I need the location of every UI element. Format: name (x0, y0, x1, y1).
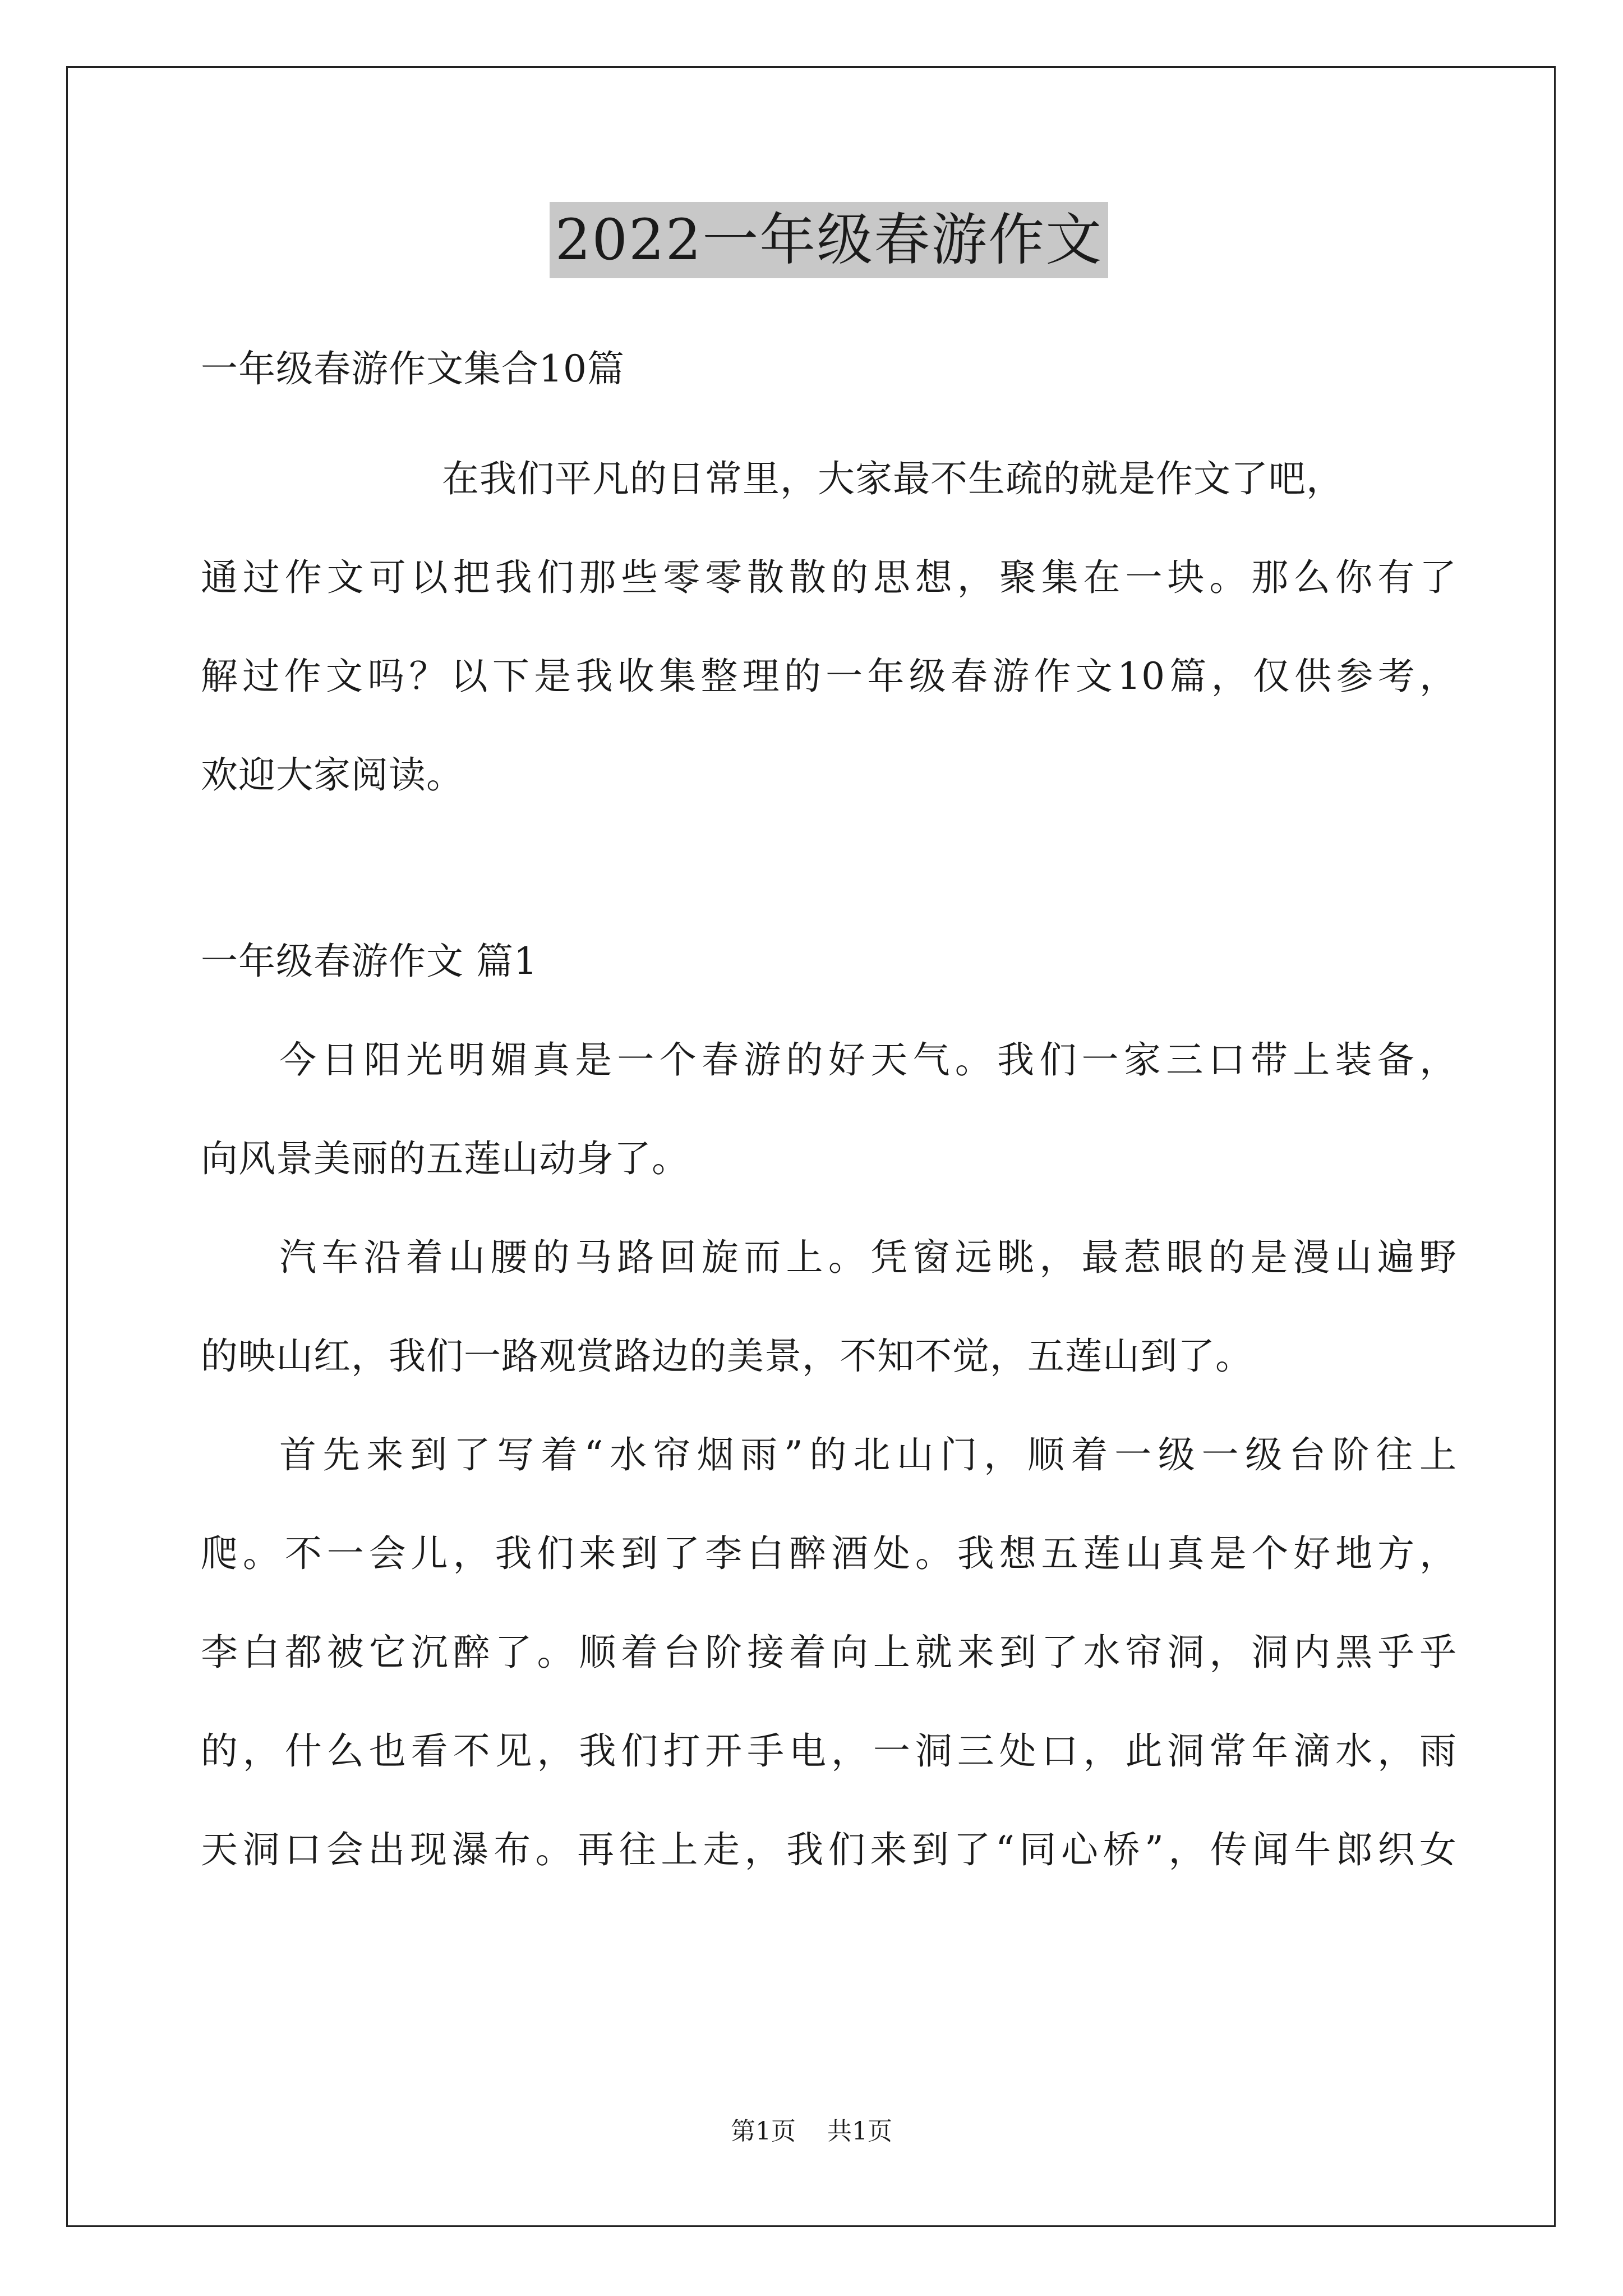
intro-paragraph (201, 430, 1457, 825)
paragraph-line: 今日阳光明媚真是一个春游的好天气。我们一家三口带上装备， (279, 1038, 1457, 1082)
page-number: 第1页 (731, 2117, 796, 2146)
paragraph-1 (201, 1011, 1457, 1208)
paragraph-line: 爬。不一会儿，我们来到了李白醉酒处。我想五莲山真是个好地方， (201, 1532, 1457, 1575)
page-footer (0, 2115, 1623, 2148)
paragraph-2 (201, 1208, 1457, 1406)
total-pages: 共1页 (827, 2117, 892, 2146)
paragraph-line: 向风景美丽的五莲山动身了。 (201, 1137, 689, 1180)
paragraph-line: 的映山红，我们一路观赏路边的美景，不知不觉，五莲山到了。 (201, 1335, 1253, 1378)
collection-subtitle: 一年级春游作文集合10篇 (201, 347, 625, 390)
document-body (201, 202, 1457, 1899)
section-heading: 一年级春游作文 篇1 (201, 940, 538, 983)
paragraph-line: 汽车沿着山腰的马路回旋而上。凭窗远眺，最惹眼的是漫山遍野 (279, 1236, 1457, 1279)
intro-line: 欢迎大家阅读。 (201, 753, 464, 797)
paragraph-line: 李白都被它沉醉了。顺着台阶接着向上就来到了水帘洞，洞内黑乎乎 (201, 1631, 1457, 1674)
paragraph-line: 天洞口会出现瀑布。再往上走，我们来到了“同心桥”，传闻牛郎织女 (201, 1828, 1457, 1871)
paragraph-line: 首先来到了写着“水帘烟雨”的北山门，顺着一级一级台阶往上 (279, 1433, 1457, 1476)
intro-line: 在我们平凡的日常里，大家最不生疏的就是作文了吧， (442, 457, 1344, 500)
intro-line: 通过作文可以把我们那些零零散散的思想，聚集在一块。那么你有了 (201, 556, 1457, 599)
title-container (201, 202, 1457, 286)
document-title: 2022一年级春游作文 (550, 202, 1109, 278)
intro-line: 解过作文吗？以下是我收集整理的一年级春游作文10篇，仅供参考， (201, 655, 1457, 698)
paragraph-3 (201, 1406, 1457, 1899)
paragraph-line: 的，什么也看不见，我们打开手电，一洞三处口，此洞常年滴水，雨 (201, 1729, 1457, 1773)
